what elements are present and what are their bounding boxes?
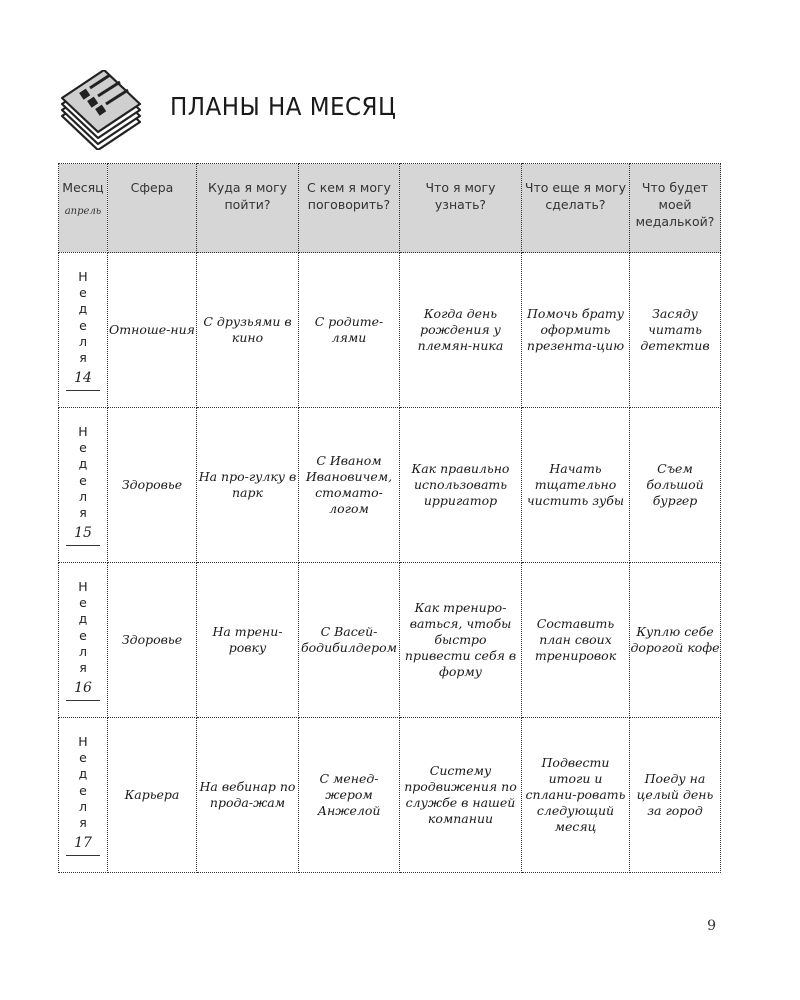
cell-reward: Поеду на целый день за город [630, 718, 721, 873]
week-label: Н е д е л я [78, 578, 88, 676]
header-learn: Что я могу узнать? [400, 164, 522, 253]
cell-with-whom: С Иваном Ивановичем, стомато-логом [299, 408, 400, 563]
cell-sphere: Здоровье [108, 408, 197, 563]
cell-where: На про-гулку в парк [197, 408, 299, 563]
page-title: ПЛАНЫ НА МЕСЯЦ [170, 92, 397, 121]
cell-learn: Когда день рождения у племян-ника [400, 253, 522, 408]
cell-reward: Куплю себе дорогой кофе [630, 563, 721, 718]
cell-reward: Засяду читать детектив [630, 253, 721, 408]
cell-sphere: Здоровье [108, 563, 197, 718]
cell-do: Начать тщательно чистить зубы [522, 408, 630, 563]
header-month-value: апрель [64, 205, 102, 217]
cell-sphere: Карьера [108, 718, 197, 873]
header-month [59, 164, 108, 253]
table-header-row [59, 164, 721, 253]
week-cell [59, 563, 108, 718]
cell-do: Подвести итоги и сплани-ровать следующий месяц [522, 718, 630, 873]
cell-with-whom: С Васей-бодибилдером [299, 563, 400, 718]
week-number: 17 [66, 833, 100, 856]
cell-do: Составить план своих тренировок [522, 563, 630, 718]
header-do: Что еще я могу сделать? [522, 164, 630, 253]
table-row [59, 408, 721, 563]
table-row [59, 563, 721, 718]
header-where: Куда я могу пойти? [197, 164, 299, 253]
cell-do: Помочь брату оформить презента-цию [522, 253, 630, 408]
cell-with-whom: С родите-лями [299, 253, 400, 408]
page-header [48, 70, 748, 150]
week-cell [59, 718, 108, 873]
cell-with-whom: С менед-жером Анжелой [299, 718, 400, 873]
week-label: Н е д е л я [78, 733, 88, 831]
cell-reward: Съем большой бургер [630, 408, 721, 563]
cell-where: С друзьями в кино [197, 253, 299, 408]
header-with-whom: С кем я могу поговорить? [299, 164, 400, 253]
week-label: Н е д е л я [78, 268, 88, 366]
header-month-label: Месяц [62, 180, 104, 195]
cell-learn: Как трениро-ваться, чтобы быстро привести себя в форму [400, 563, 522, 718]
page-number: 9 [707, 918, 716, 934]
table-row [59, 253, 721, 408]
cell-learn: Систему продвижения по службе в нашей компании [400, 718, 522, 873]
week-number: 14 [66, 368, 100, 391]
cell-where: На трени-ровку [197, 563, 299, 718]
header-reward: Что будет моей медалькой? [630, 164, 721, 253]
header-sphere: Сфера [108, 164, 197, 253]
cell-where: На вебинар по прода-жам [197, 718, 299, 873]
week-number: 16 [66, 678, 100, 701]
cell-sphere: Отноше-ния [108, 253, 197, 408]
month-plan-table [58, 163, 721, 873]
table-row [59, 718, 721, 873]
week-number: 15 [66, 523, 100, 546]
week-cell [59, 253, 108, 408]
checklist-icon [48, 70, 148, 150]
cell-learn: Как правильно использовать ирригатор [400, 408, 522, 563]
week-label: Н е д е л я [78, 423, 88, 521]
week-cell [59, 408, 108, 563]
